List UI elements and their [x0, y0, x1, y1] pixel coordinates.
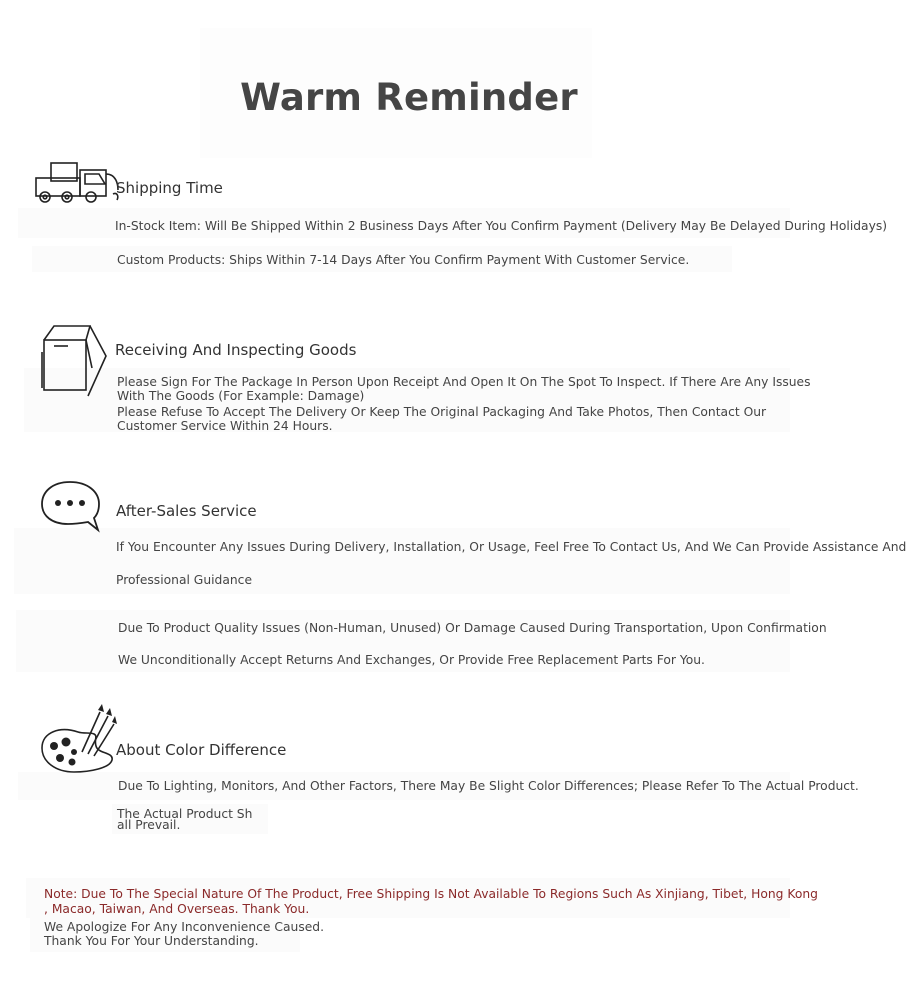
shipping-heading: Shipping Time [116, 179, 223, 197]
color-line-2: The Actual Product Sh [117, 807, 253, 821]
shipping-line-2: Custom Products: Ships Within 7-14 Days After You Confirm Payment With Customer Service. [117, 253, 690, 267]
truck-icon [33, 160, 123, 208]
receiving-text [117, 375, 811, 433]
after-sales-heading: After-Sales Service [116, 502, 257, 520]
note-line-3: We Apologize For Any Inconvenience Caused. [44, 920, 325, 934]
color-line-3: all Prevail. [117, 818, 181, 832]
box-icon [38, 322, 110, 398]
palette-icon [38, 702, 118, 776]
receiving-heading: Receiving And Inspecting Goods [115, 341, 357, 359]
note-red-line-1: Note: Due To The Special Nature Of The Product, Free Shipping Is Not Available To Regions Such As Xinjiang, Tibet, Hong Kong [44, 887, 818, 901]
note-line-4: Thank You For Your Understanding. [44, 934, 259, 948]
receiving-line-1: Please Sign For The Package In Person Upon Receipt And Open It On The Spot To Inspect. If There Are Any Issues [117, 375, 811, 389]
chat-bubble-icon [38, 478, 104, 536]
shipping-line-1: In-Stock Item: Will Be Shipped Within 2 Business Days After You Confirm Payment (Delivery May Be Delayed During Holidays) [115, 219, 888, 233]
page-title: Warm Reminder [240, 76, 578, 119]
after-sales-line-4: We Unconditionally Accept Returns And Exchanges, Or Provide Free Replacement Parts For You. [118, 653, 705, 667]
receiving-line-4: Customer Service Within 24 Hours. [117, 419, 333, 433]
after-sales-line-1: If You Encounter Any Issues During Delivery, Installation, Or Usage, Feel Free To Contact Us, And We Can Provide Assistance And [116, 540, 906, 554]
receiving-line-2: With The Goods (For Example: Damage) [117, 389, 365, 403]
after-sales-line-3: Due To Product Quality Issues (Non-Human, Unused) Or Damage Caused During Transportation, Upon Confirmation [118, 621, 827, 635]
color-line-1: Due To Lighting, Monitors, And Other Factors, There May Be Slight Color Differences; Please Refer To The Actual Product. [118, 779, 859, 793]
shipping-note [44, 887, 818, 948]
receiving-line-3: Please Refuse To Accept The Delivery Or Keep The Original Packaging And Take Photos, Then Contact Our [117, 405, 767, 419]
note-red-line-2: , Macao, Taiwan, And Overseas. Thank You. [44, 902, 310, 916]
after-sales-line-2: Professional Guidance [116, 573, 253, 587]
color-heading: About Color Difference [116, 741, 287, 759]
